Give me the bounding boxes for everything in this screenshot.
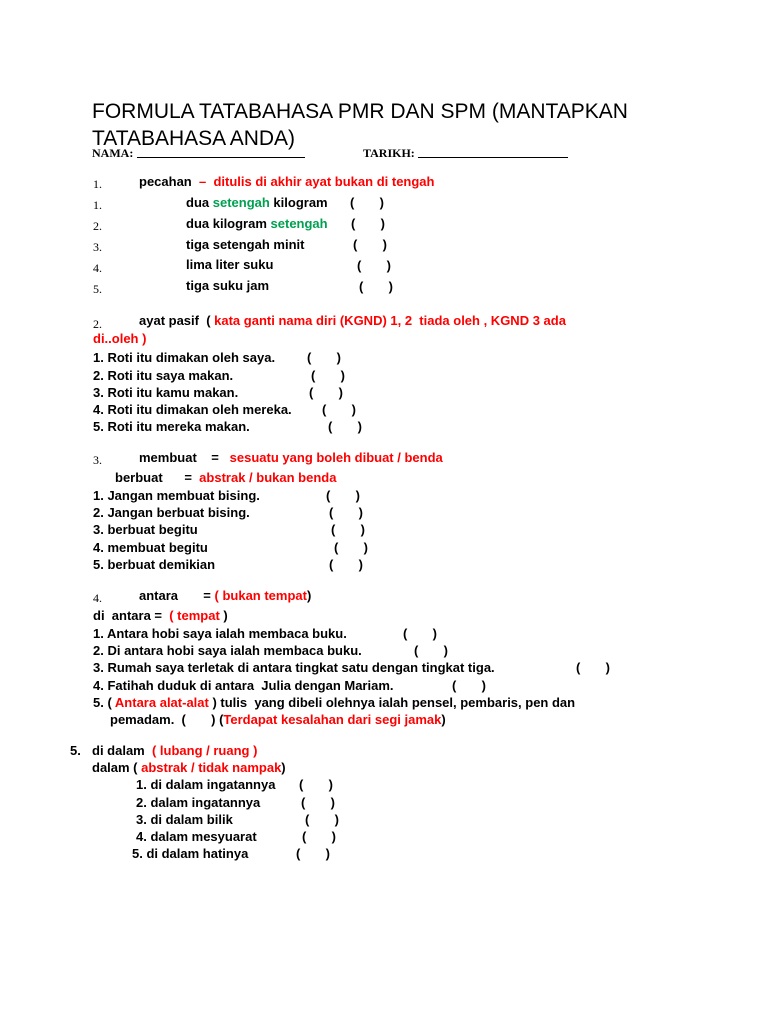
s3-item-3-answer: ( )	[331, 522, 365, 537]
s3-item-2-answer: ( )	[329, 505, 363, 520]
s2-item-3-answer: ( )	[309, 385, 343, 400]
s1-item-3-number: 3.	[93, 240, 102, 254]
section-5-rule-2: abstrak / tidak nampak	[141, 760, 282, 775]
section-5-term-1: di dalam	[92, 743, 145, 758]
s5-item-4-answer: ( )	[302, 829, 336, 844]
section-2-heading	[139, 313, 566, 328]
s4-item-5-line-2-text: pemadam. ( ) (	[110, 712, 224, 727]
section-4-term-2: di antara =	[93, 608, 170, 623]
s4-item-4-answer: ( )	[452, 678, 486, 693]
s2-item-1-answer: ( )	[307, 350, 341, 365]
s3-item-4: 4. membuat begitu	[93, 540, 208, 555]
section-4-rule-2-close: )	[223, 608, 228, 623]
s5-item-3: 3. di dalam bilik	[136, 812, 233, 827]
s2-item-4: 4. Roti itu dimakan oleh mereka.	[93, 402, 292, 417]
s4-item-2-answer: ( )	[414, 643, 448, 658]
s2-item-3: 3. Roti itu kamu makan.	[93, 385, 239, 400]
page-title: FORMULA TATABAHASA PMR DAN SPM (MANTAPKAN TATABAHASA ANDA)	[92, 100, 628, 150]
s1-item-3-answer: ( )	[353, 237, 387, 252]
section-4-heading	[139, 588, 311, 603]
section-2-rule-line1: kata ganti nama diri (KGND) 1, 2 tiada oleh , KGND 3 ada	[210, 313, 566, 328]
s5-item-5-answer: ( )	[296, 846, 330, 861]
section-2-term: ayat pasif (	[139, 313, 211, 328]
s4-item-5-pre: 5. (	[93, 695, 115, 710]
section-3-rule-2: abstrak / bukan benda	[199, 470, 337, 485]
s5-item-5: 5. di dalam hatinya	[132, 846, 249, 861]
s4-item-4: 4. Fatihah duduk di antara Julia dengan Mariam.	[93, 678, 394, 693]
s1-item-2-highlight: setengah	[270, 216, 328, 231]
section-5-term-2: dalam (	[92, 760, 142, 775]
section-4-rule-2: ( tempat	[169, 608, 224, 623]
s4-item-5-post: ) tulis yang dibeli olehnya ialah pensel, pembaris, pen dan	[208, 695, 576, 710]
s4-item-1: 1. Antara hobi saya ialah membaca buku.	[93, 626, 347, 641]
section-1-rule: – ditulis di akhir ayat bukan di tengah	[198, 174, 435, 189]
section-5-number: 5.	[70, 743, 81, 758]
s5-item-4: 4. dalam mesyuarat	[136, 829, 257, 844]
s4-item-5-line-2	[110, 712, 446, 727]
tarikh-blank-line	[418, 145, 568, 158]
section-4-rule-1-close: )	[306, 588, 312, 603]
section-5-heading	[92, 743, 257, 758]
nama-blank-line	[137, 145, 305, 158]
s1-item-1-pre: dua	[186, 195, 213, 210]
section-1-number: 1.	[93, 177, 102, 191]
s1-item-1-highlight: setengah	[212, 195, 270, 210]
s2-item-2: 2. Roti itu saya makan.	[93, 368, 234, 383]
s1-item-1-answer: ( )	[350, 195, 384, 210]
s1-item-2-answer: ( )	[351, 216, 385, 231]
s1-item-2-pre: dua kilogram	[186, 216, 271, 231]
s1-item-4: lima liter suku	[186, 257, 274, 272]
section-5-subheading	[92, 760, 286, 775]
s5-item-1-answer: ( )	[299, 777, 333, 792]
s2-item-1: 1. Roti itu dimakan oleh saya.	[93, 350, 276, 365]
s3-item-5-answer: ( )	[329, 557, 363, 572]
section-3-rule-1: sesuatu yang boleh dibuat / benda	[229, 450, 443, 465]
section-5-rule-2-close: )	[281, 760, 286, 775]
section-3-subheading	[115, 470, 336, 485]
s3-item-1-answer: ( )	[326, 488, 360, 503]
s2-item-5-answer: ( )	[328, 419, 362, 434]
s1-item-5-answer: ( )	[359, 279, 393, 294]
section-5-rule-1: ( lubang / ruang )	[151, 743, 258, 758]
s3-item-3: 3. berbuat begitu	[93, 522, 198, 537]
s4-item-1-answer: ( )	[403, 626, 437, 641]
s3-item-2: 2. Jangan berbuat bising.	[93, 505, 250, 520]
section-3-number: 3.	[93, 453, 102, 467]
section-2-number: 2.	[93, 317, 102, 331]
s1-item-1-number: 1.	[93, 198, 102, 212]
s1-item-2	[186, 216, 328, 231]
section-3-term-1: membuat =	[139, 450, 219, 465]
s1-item-5: tiga suku jam	[186, 278, 270, 293]
s1-item-3: tiga setengah minit	[186, 237, 305, 252]
s1-item-5-number: 5.	[93, 282, 102, 296]
section-4-subheading	[93, 608, 228, 623]
s3-item-4-answer: ( )	[334, 540, 368, 555]
s4-item-5-note: Terdapat kesalahan dari segi jamak	[223, 712, 442, 727]
s1-item-1-post: kilogram	[269, 195, 328, 210]
s4-item-2: 2. Di antara hobi saya ialah membaca buku.	[93, 643, 362, 658]
s4-item-3-answer: ( )	[576, 660, 610, 675]
section-2-rule-line2: di..oleh )	[93, 331, 147, 346]
section-4-number: 4.	[93, 591, 102, 605]
s3-item-5: 5. berbuat demikian	[93, 557, 216, 572]
s1-item-4-answer: ( )	[357, 258, 391, 273]
section-4-rule-1: ( bukan tempat	[214, 588, 307, 603]
tarikh-label: TARIKH:	[363, 146, 415, 160]
section-1-term: pecahan	[139, 174, 192, 189]
s4-item-5-note-close: )	[441, 712, 446, 727]
s1-item-2-number: 2.	[93, 219, 102, 233]
s5-item-1: 1. di dalam ingatannya	[136, 777, 276, 792]
s4-item-3: 3. Rumah saya terletak di antara tingkat satu dengan tingkat tiga.	[93, 660, 495, 675]
section-3-heading	[139, 450, 443, 465]
s2-item-5: 5. Roti itu mereka makan.	[93, 419, 250, 434]
s4-item-5-highlight: Antara alat-alat	[114, 695, 209, 710]
s2-item-4-answer: ( )	[322, 402, 356, 417]
s4-item-5	[93, 695, 575, 710]
nama-label: NAMA:	[92, 146, 134, 160]
s5-item-2: 2. dalam ingatannya	[136, 795, 261, 810]
s1-item-4-number: 4.	[93, 261, 102, 275]
section-4-term-1: antara =	[139, 588, 215, 603]
s5-item-3-answer: ( )	[305, 812, 339, 827]
s1-item-1	[186, 195, 328, 210]
s3-item-1: 1. Jangan membuat bising.	[93, 488, 260, 503]
s2-item-2-answer: ( )	[311, 368, 345, 383]
section-1-heading	[139, 174, 434, 189]
section-3-term-2: berbuat =	[115, 470, 192, 485]
s5-item-2-answer: ( )	[301, 795, 335, 810]
